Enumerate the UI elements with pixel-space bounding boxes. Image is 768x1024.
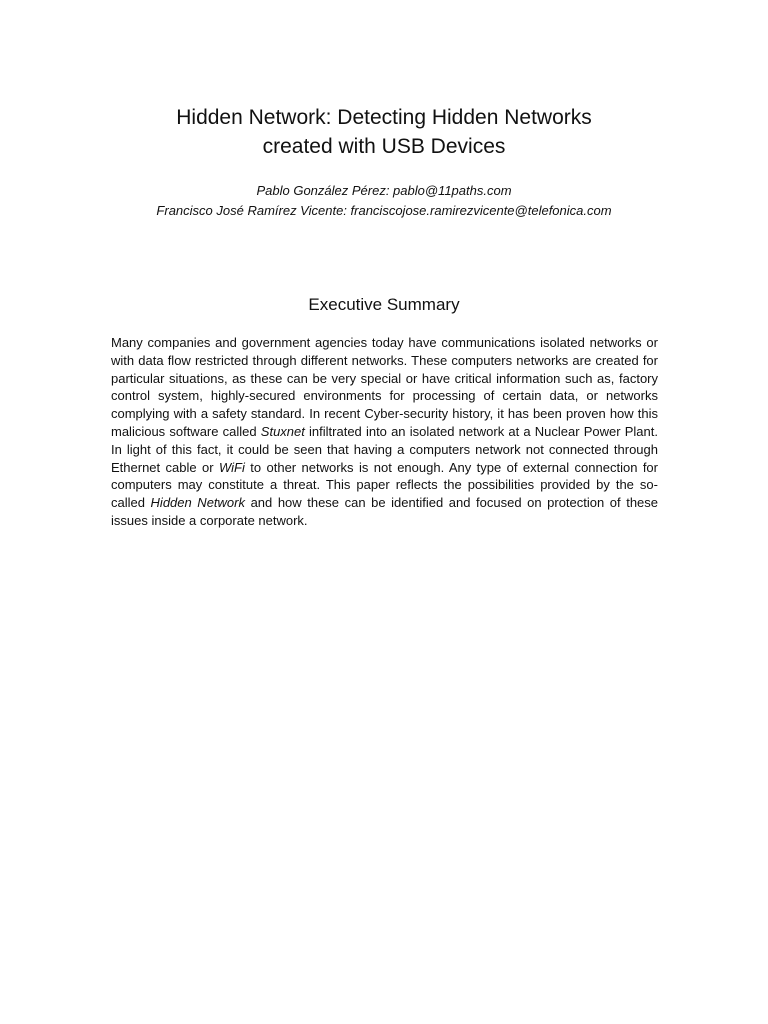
author-line-2: Francisco José Ramírez Vicente: franciscojose.ramirezvicente@telefonica.com	[156, 203, 612, 218]
paper-title	[0, 103, 768, 161]
section-heading-executive-summary: Executive Summary	[308, 295, 460, 314]
executive-summary-paragraph	[111, 334, 658, 530]
abstract-term-stuxnet: Stuxnet	[260, 423, 305, 439]
abstract-text-part-2: infiltrated into an isolated network at a Nuclear Power Plant. In light of this fact, it could be seen that having a computers network not connected through Ethernet cable or	[111, 423, 658, 475]
paper-title-line-2: created with USB Devices	[262, 135, 506, 158]
abstract-text-part-4: and how these can be identified and focused on protection of these issues inside a corporate network.	[111, 495, 659, 528]
abstract-term-wifi: WiFi	[218, 459, 245, 475]
abstract-term-hidden-network: Hidden Network	[150, 495, 245, 511]
abstract-text-part-1: Many companies and government agencies today have communications isolated networks or with data flow restricted through different networks. These computers networks are created for particular situations, as these can be very special or have critical information such as, factory control system, highly-secured environments for processing of certain data, or networks complying with a safety standard. In recent Cyber-security history, it has been proven how this malicious software called	[111, 335, 658, 439]
paper-title-line-1: Hidden Network: Detecting Hidden Networks	[176, 106, 592, 129]
author-line-1: Pablo González Pérez: pablo@11paths.com	[256, 183, 512, 198]
abstract-text-part-3: to other networks is not enough. Any type of external connection for computers may constitute a threat. This paper reflects the possibilities provided by the so-called	[111, 459, 658, 511]
author-list	[0, 181, 768, 221]
